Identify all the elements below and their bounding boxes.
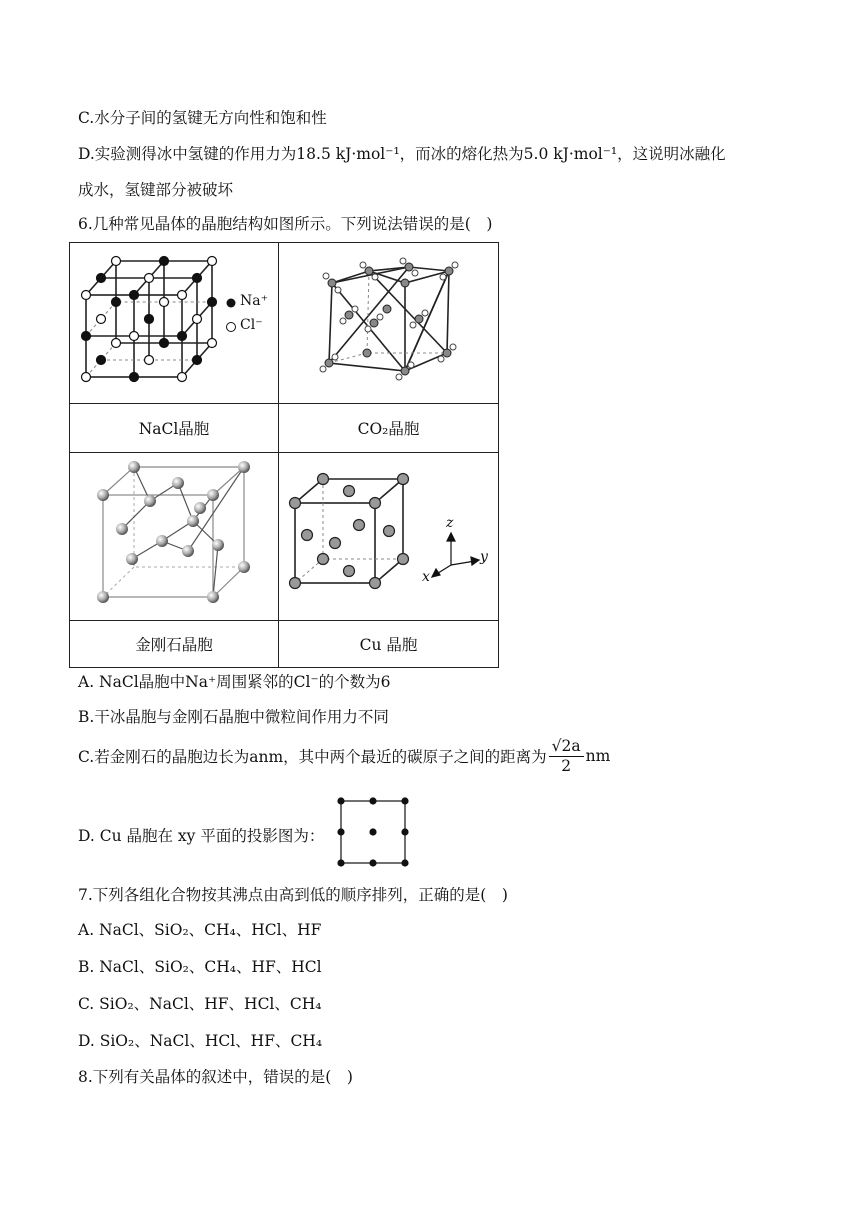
q6-option-a: A. NaCl晶胞中Na⁺周围紧邻的Cl⁻的个数为6 <box>78 673 391 691</box>
q5-option-d-line1: D.实验测得冰中氢键的作用力为18.5 kJ·mol⁻¹，而冰的熔化热为5.0 kJ·mol⁻¹，这说明冰融化 <box>78 145 726 163</box>
cu-cell-figure <box>279 453 498 621</box>
legend-cl-label: Cl⁻ <box>240 317 263 333</box>
q6-option-d: D. Cu 晶胞在 xy 平面的投影图为： <box>78 827 325 845</box>
fraction-numerator: √2a <box>549 737 584 757</box>
q7-option-d: D. SiO₂、NaCl、HCl、HF、CH₄ <box>78 1032 323 1050</box>
diamond-lattice-diagram <box>70 453 279 621</box>
axes-icon <box>432 533 479 577</box>
axis-y-label: y <box>480 549 488 565</box>
q6-stem: 6.几种常见晶体的晶胞结构如图所示。下列说法错误的是( ) <box>78 215 493 233</box>
q7-option-c: C. SiO₂、NaCl、HF、HCl、CH₄ <box>78 995 322 1013</box>
q5-option-c: C.水分子间的氢键无方向性和饱和性 <box>78 109 327 127</box>
q6-option-c-unit: nm <box>585 747 611 766</box>
q6-option-c <box>78 737 610 775</box>
fraction-denominator: 2 <box>561 756 572 775</box>
q6-option-b: B.干冰晶胞与金刚石晶胞中微粒间作用力不同 <box>78 708 389 726</box>
na-legend-dot <box>227 299 236 308</box>
q7-option-a: A. NaCl、SiO₂、CH₄、HCl、HF <box>78 921 322 939</box>
distance-fraction <box>549 737 584 775</box>
q6-option-c-text: C.若金刚石的晶胞边长为anm，其中两个最近的碳原子之间的距离为 <box>78 748 547 767</box>
cl-legend-dot <box>227 323 236 332</box>
cu-caption: Cu 晶胞 <box>359 636 418 654</box>
q7-option-b: B. NaCl、SiO₂、CH₄、HF、HCl <box>78 958 322 976</box>
co2-cell-figure <box>279 243 498 404</box>
cu-lattice-diagram <box>279 453 498 621</box>
crystal-figure-table <box>69 242 499 668</box>
diamond-cell-figure <box>70 453 279 621</box>
co2-caption: CO₂晶胞 <box>279 404 498 453</box>
diamond-caption: 金刚石晶胞 <box>70 621 279 667</box>
cu-projection-diagram <box>332 793 412 873</box>
nacl-cell-figure <box>70 243 279 404</box>
q7-stem: 7.下列各组化合物按其沸点由高到低的顺序排列，正确的是( ) <box>78 886 508 904</box>
axis-z-label: z <box>446 515 454 531</box>
nacl-caption: NaCl晶胞 <box>70 404 279 453</box>
axis-x-label: x <box>422 569 430 585</box>
q5-option-d-line2: 成水，氢键部分被破坏 <box>78 181 234 199</box>
co2-lattice-diagram <box>279 243 498 404</box>
legend-na-label: Na⁺ <box>240 293 268 309</box>
q8-stem: 8.下列有关晶体的叙述中，错误的是( ) <box>78 1068 353 1086</box>
